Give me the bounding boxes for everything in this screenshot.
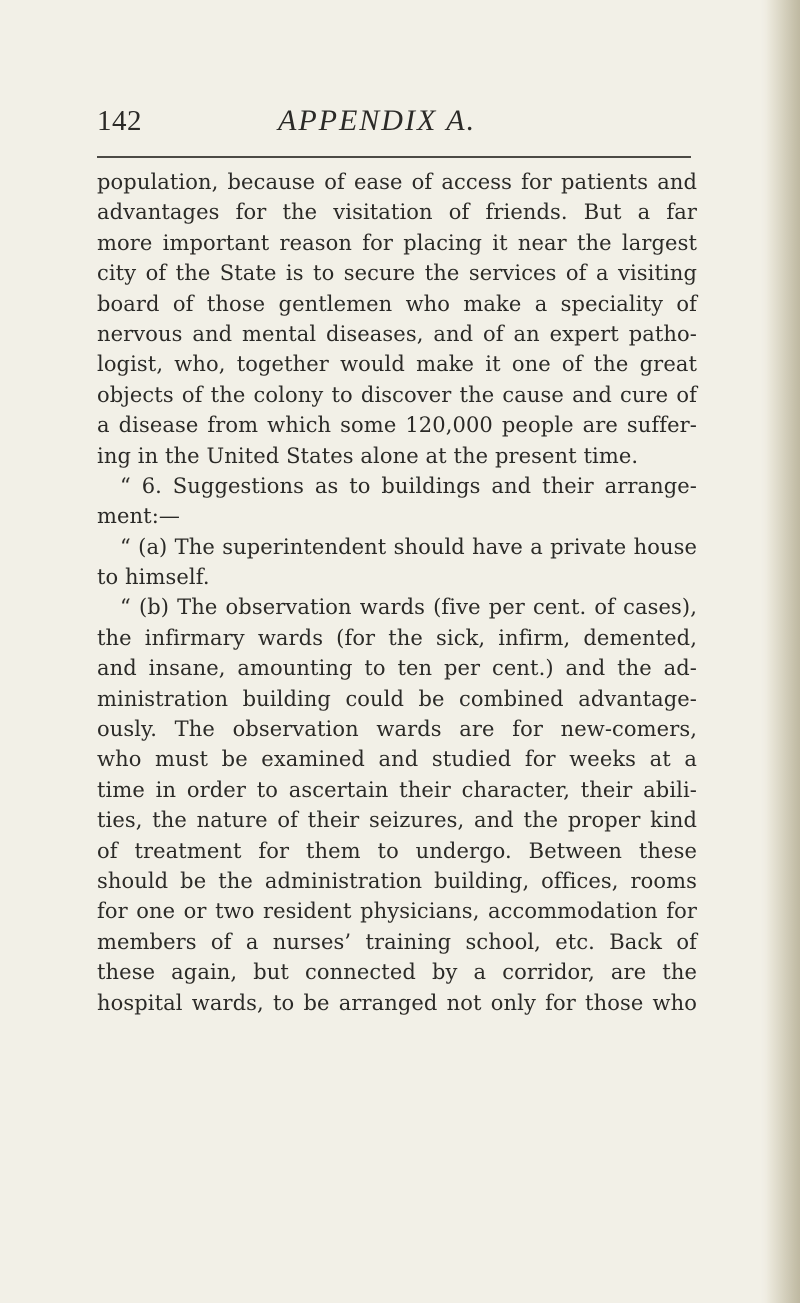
body-text — [97, 167, 697, 1018]
text-line: “ 6. Suggestions as to buildings and their arrange- — [120, 473, 697, 498]
text-line: to himself. — [97, 565, 210, 590]
text-line: hospital wards, to be arranged not only for those who — [97, 990, 697, 1015]
text-line: these again, but connected by a corridor, are the — [97, 960, 697, 985]
text-line: for one or two resident physicians, accommodation for — [97, 899, 697, 924]
header-rule — [97, 156, 691, 158]
text-line: objects of the colony to discover the cause and cure of — [97, 382, 697, 407]
text-line: the infirmary wards (for the sick, infirm, demented, — [97, 625, 697, 650]
text-line: ing in the United States alone at the present time. — [97, 443, 639, 468]
page-header — [97, 104, 691, 148]
text-line: advantages for the visitation of friends. But a far — [97, 200, 697, 225]
text-line: who must be examined and studied for weeks at a — [97, 747, 697, 772]
page-number: 142 — [97, 105, 142, 137]
page-edge-shadow — [766, 0, 800, 1303]
text-line: of treatment for them to undergo. Between these — [97, 838, 697, 863]
text-line: logist, who, together would make it one of the great — [97, 352, 697, 377]
text-line: members of a nurses’ training school, etc. Back of — [97, 929, 697, 954]
text-line: ously. The observation wards are for new-comers, — [97, 717, 697, 742]
text-line: and insane, amounting to ten per cent.) and the ad- — [97, 656, 697, 681]
text-line: city of the State is to secure the services of a visiting — [97, 261, 697, 286]
text-line: board of those gentlemen who make a speciality of — [97, 291, 697, 316]
text-line: should be the administration building, offices, rooms — [97, 868, 697, 893]
text-line: more important reason for placing it near the largest — [97, 230, 697, 255]
text-line: “ (a) The superintendent should have a private house — [120, 534, 697, 559]
text-line: ties, the nature of their seizures, and the proper kind — [97, 808, 697, 833]
text-line: ministration building could be combined advantage- — [97, 686, 697, 711]
text-line: nervous and mental diseases, and of an expert patho- — [97, 321, 697, 346]
text-line: time in order to ascertain their character, their abili- — [97, 777, 697, 802]
text-line: population, because of ease of access for patients and — [97, 170, 697, 194]
running-title: APPENDIX A. — [278, 104, 477, 137]
text-line: a disease from which some 120,000 people are suffer- — [97, 413, 697, 438]
text-line: “ (b) The observation wards (five per cent. of cases), — [120, 595, 697, 620]
text-line: ment:— — [97, 504, 180, 529]
